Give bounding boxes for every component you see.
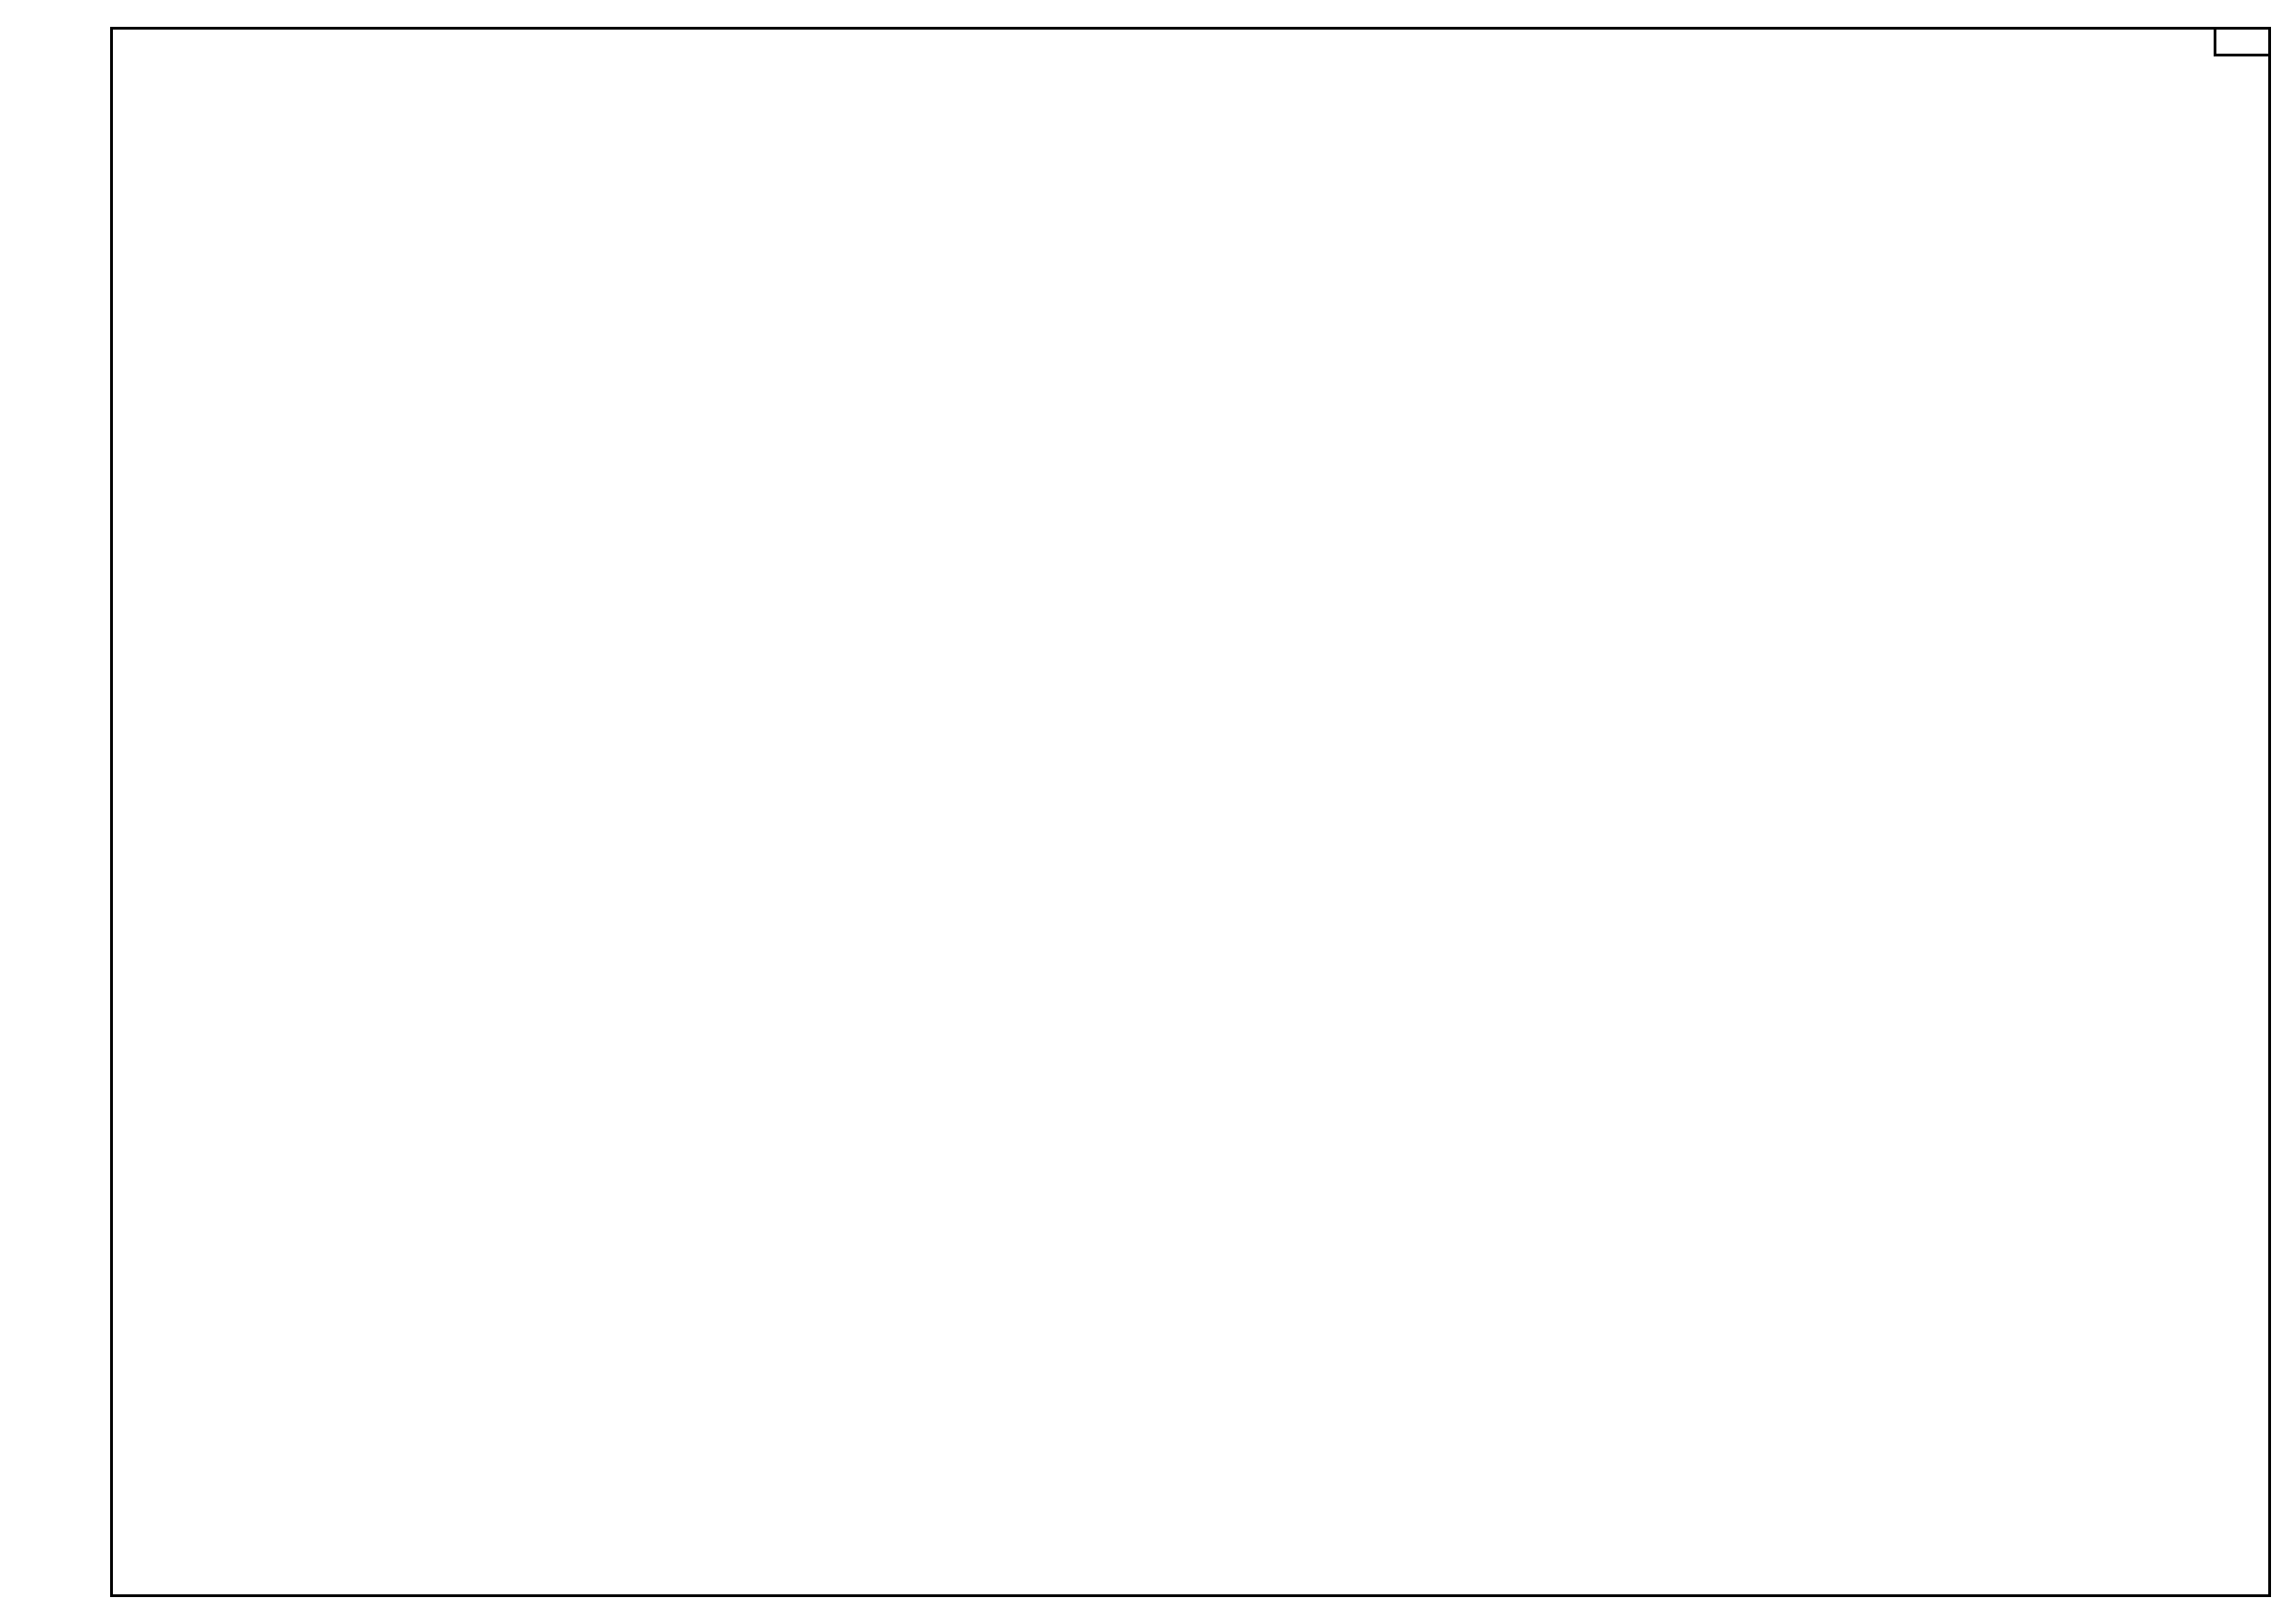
page-number [2214, 27, 2271, 56]
drawing-frame [110, 27, 2271, 1597]
